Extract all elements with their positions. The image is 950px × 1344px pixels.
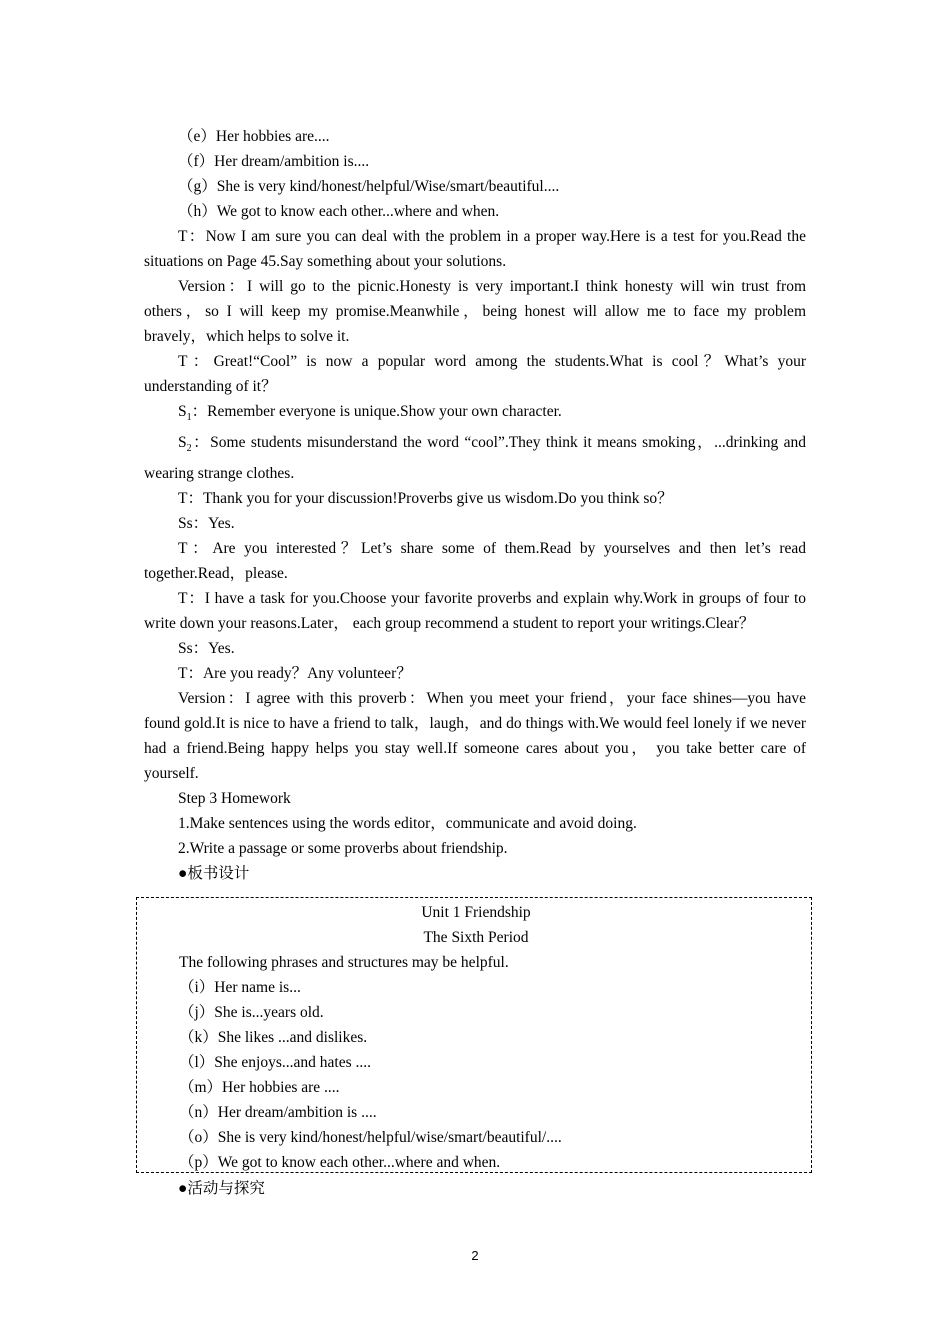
- board-item: （i）Her name is...: [179, 979, 301, 996]
- page-number: 2: [471, 1248, 479, 1263]
- board-design-box: [136, 897, 812, 1173]
- students-reply: Ss：Yes.: [178, 515, 235, 533]
- main-text: [144, 124, 806, 886]
- board-item: （m）Her hobbies are ....: [179, 1079, 340, 1096]
- teacher-paragraph: T：Thank you for your discussion!Proverbs give us wisdom.Do you think so？: [178, 490, 673, 508]
- list-item: （f）Her dream/ambition is....: [178, 153, 370, 170]
- board-design-heading: ●板书设计: [178, 865, 250, 883]
- board-item: （j）She is...years old.: [179, 1004, 324, 1021]
- student-1-paragraph: $S_1$：Remember everyone is unique.Show your own character.: [178, 403, 562, 424]
- activity-heading: ●活动与探究: [178, 1180, 265, 1197]
- board-subtitle: The Sixth Period: [423, 929, 529, 946]
- board-title: Unit 1 Friendship: [421, 904, 531, 921]
- homework-item: 1.Make sentences using the words editor，communicate and avoid doing.: [178, 815, 637, 833]
- teacher-paragraph: T：Now I am sure you can deal with the problem in a proper way.Here is a test for you.Read the situations on Page 45.Say something about your solutions.: [144, 228, 806, 270]
- students-reply: Ss：Yes.: [178, 640, 235, 658]
- teacher-paragraph: T：Are you ready？Any volunteer？: [178, 665, 412, 683]
- teacher-paragraph: T：I have a task for you.Choose your favorite proverbs and explain why.Work in groups of four to write down your reasons.Later， each group recommend a student to report your writings.Clear？: [144, 590, 806, 633]
- list-item: （h）We got to know each other...where and when.: [178, 203, 500, 220]
- board-item: （p）We got to know each other...where and when.: [179, 1154, 501, 1171]
- teacher-paragraph: T：Are you interested？Let’s share some of them.Read by yourselves and then let’s read together.Read，please.: [144, 540, 806, 583]
- list-item: （e）Her hobbies are....: [178, 128, 330, 145]
- version-paragraph: Version：I will go to the picnic.Honesty is very important.I think honesty will win trust from others，so I will keep my promise.Meanwhile，being honest will allow me to face my problem bravely，which helps to solve it.: [144, 278, 806, 345]
- version-paragraph: Version：I agree with this proverb：When you meet your friend，your face shines—you have found gold.It is nice to have a friend to talk，laugh，and do things with.We would feel lonely if we never had a friend.Being happy helps you stay well.If someone cares about you， you take better care of yourself.: [144, 690, 806, 783]
- homework-item: 2.Write a passage or some proverbs about friendship.: [178, 840, 508, 858]
- board-item: （n）Her dream/ambition is ....: [179, 1104, 377, 1121]
- board-item: （k）She likes ...and dislikes.: [179, 1029, 368, 1046]
- board-item: （l）She enjoys...and hates ....: [179, 1054, 372, 1071]
- board-item: （o）She is very kind/honest/helpful/wise/smart/beautiful/....: [179, 1129, 562, 1146]
- student-2-paragraph: $S_2$：Some students misunderstand the word “cool”.They think it means smoking，...drinking and wearing strange clothes.: [144, 434, 806, 483]
- teacher-paragraph: T：Great!“Cool” is now a popular word among the students.What is cool？What’s your understanding of it？: [144, 353, 806, 395]
- board-intro: The following phrases and structures may be helpful.: [179, 954, 509, 971]
- list-item: （g）She is very kind/honest/helpful/Wise/smart/beautiful....: [178, 178, 560, 195]
- step-heading: Step 3 Homework: [178, 790, 291, 808]
